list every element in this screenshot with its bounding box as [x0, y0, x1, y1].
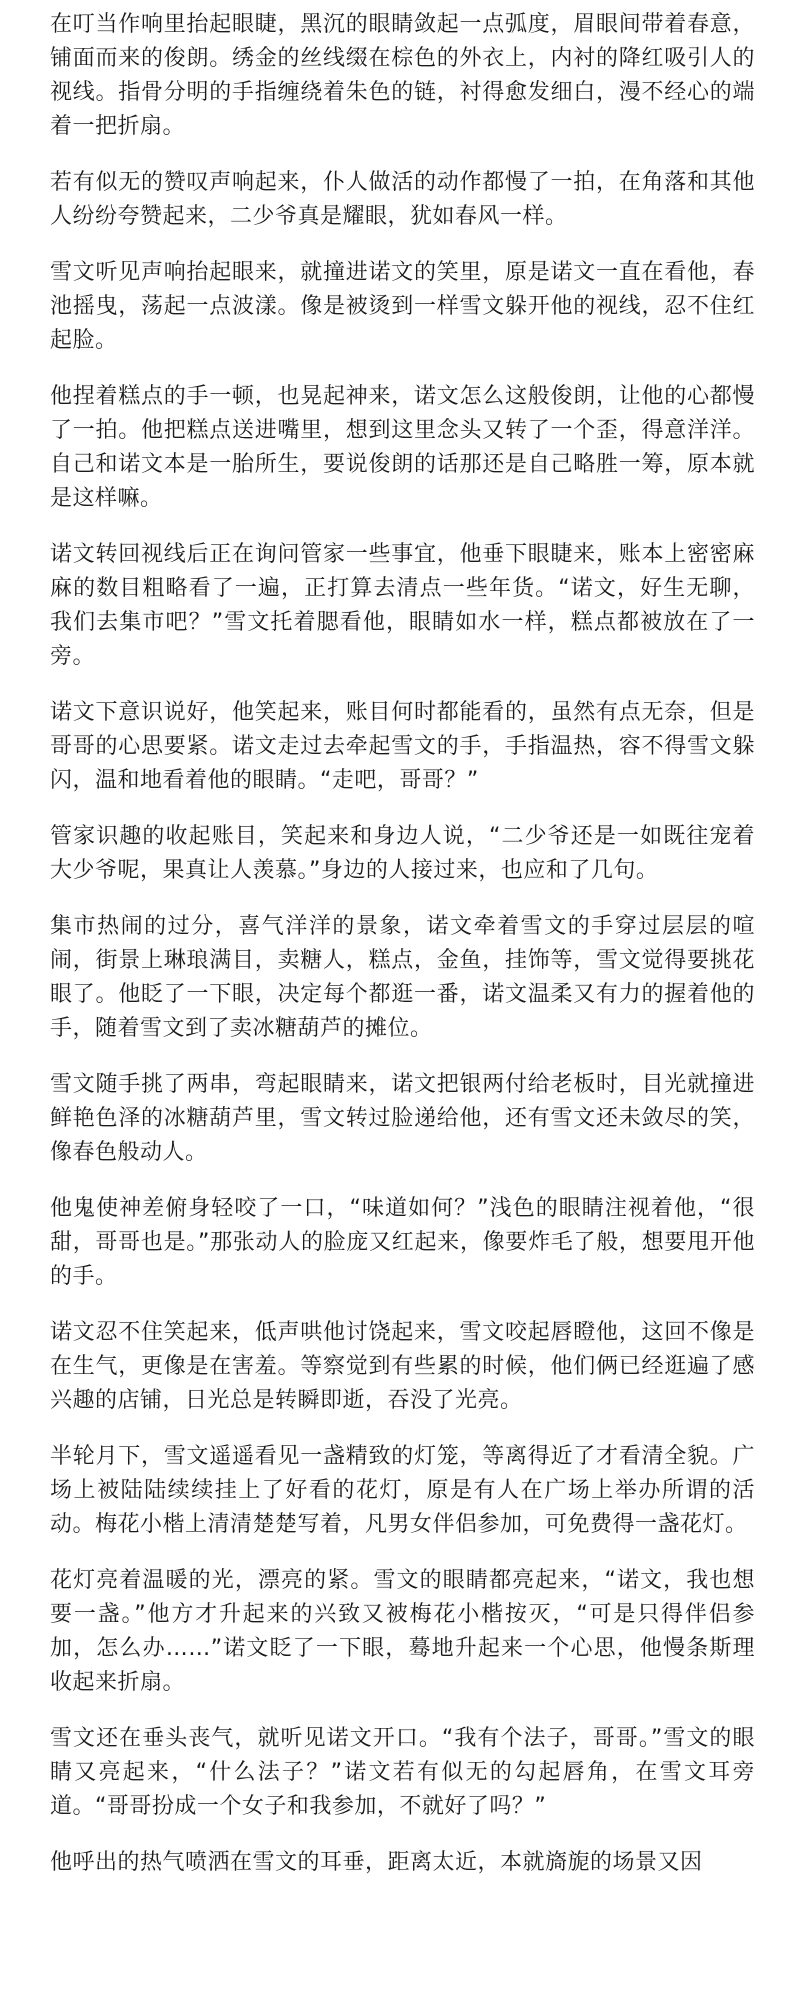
paragraph-5: 诺文转回视线后正在询问管家一些事宜，他垂下眼睫来，账本上密密麻麻的数目粗略看了一遍，正打算去清点一些年货。“诺文，好生无聊，我们去集市吧？”雪文托着腮看他，眼睛如水一样，糕点都被放在了一旁。 [50, 542, 755, 669]
paragraph-11: 诺文忍不住笑起来，低声哄他讨饶起来，雪文咬起唇瞪他，这回不像是在生气，更像是在害羞。等察觉到有些累的时候，他们俩已经逛遍了感兴趣的店铺，日光总是转瞬即逝，吞没了光亮。 [50, 1320, 755, 1413]
paragraph-10: 他鬼使神差俯身轻咬了一口，“味道如何？”浅色的眼睛注视着他，“很甜，哥哥也是。”那张动人的脸庞又红起来，像要炸毛了般，想要甩开他的手。 [50, 1196, 755, 1289]
paragraph-8: 集市热闹的过分，喜气洋洋的景象，诺文牵着雪文的手穿过层层的喧闹，街景上琳琅满目，卖糖人，糕点，金鱼，挂饰等，雪文觉得要挑花眼了。他眨了一下眼，决定每个都逛一番，诺文温柔又有力的握着他的手，随着雪文到了卖冰糖葫芦的摊位。 [50, 914, 755, 1041]
paragraph-2: 若有似无的赞叹声响起来，仆人做活的动作都慢了一拍，在角落和其他人纷纷夸赞起来，二少爷真是耀眼，犹如春风一样。 [50, 170, 755, 229]
paragraph-3: 雪文听见声响抬起眼来，就撞进诺文的笑里，原是诺文一直在看他，春池摇曳，荡起一点波漾。像是被烫到一样雪文躲开他的视线，忍不住红起脸。 [50, 260, 755, 353]
paragraph-4: 他捏着糕点的手一顿，也晃起神来，诺文怎么这般俊朗，让他的心都慢了一拍。他把糕点送进嘴里，想到这里念头又转了一个歪，得意洋洋。自己和诺文本是一胎所生，要说俊朗的话那还是自己略胜一筹，原本就是这样嘛。 [50, 384, 755, 511]
paragraph-12: 半轮月下，雪文遥遥看见一盏精致的灯笼，等离得近了才看清全貌。广场上被陆陆续续挂上了好看的花灯，原是有人在广场上举办所谓的活动。梅花小楷上清清楚楚写着，凡男女伴侣参加，可免费得一盏花灯。 [50, 1444, 755, 1537]
paragraph-15: 他呼出的热气喷洒在雪文的耳垂，距离太近，本就旖旎的场景又因 [50, 1850, 703, 1875]
paragraph-9: 雪文随手挑了两串，弯起眼睛来，诺文把银两付给老板时，目光就撞进鲜艳色泽的冰糖葫芦里，雪文转过脸递给他，还有雪文还未敛尽的笑，像春色般动人。 [50, 1072, 755, 1165]
paragraph-7: 管家识趣的收起账目，笑起来和身边人说，“二少爷还是一如既往宠着大少爷呢，果真让人羡慕。”身边的人接过来，也应和了几句。 [50, 824, 755, 883]
article-body [50, 8, 755, 1902]
paragraph-14: 雪文还在垂头丧气，就听见诺文开口。“我有个法子，哥哥。”雪文的眼睛又亮起来，“什么法子？”诺文若有似无的勾起唇角，在雪文耳旁道。“哥哥扮成一个女子和我参加，不就好了吗？” [50, 1726, 755, 1819]
paragraph-6: 诺文下意识说好，他笑起来，账目何时都能看的，虽然有点无奈，但是哥哥的心思要紧。诺文走过去牵起雪文的手，手指温热，容不得雪文躲闪，温和地看着他的眼睛。“走吧，哥哥？” [50, 700, 755, 793]
paragraph-13: 花灯亮着温暖的光，漂亮的紧。雪文的眼睛都亮起来，“诺文，我也想要一盏。”他方才升起来的兴致又被梅花小楷按灭，“可是只得伴侣参加，怎么办……”诺文眨了一下眼，蓦地升起来一个心思，他慢条斯理收起来折扇。 [50, 1568, 755, 1695]
paragraph-1: 在叮当作响里抬起眼睫，黑沉的眼睛敛起一点弧度，眉眼间带着春意，铺面而来的俊朗。绣金的丝线缀在棕色的外衣上，内衬的降红吸引人的视线。指骨分明的手指缠绕着朱色的链，衬得愈发细白，漫不经心的端着一把折扇。 [50, 12, 755, 139]
